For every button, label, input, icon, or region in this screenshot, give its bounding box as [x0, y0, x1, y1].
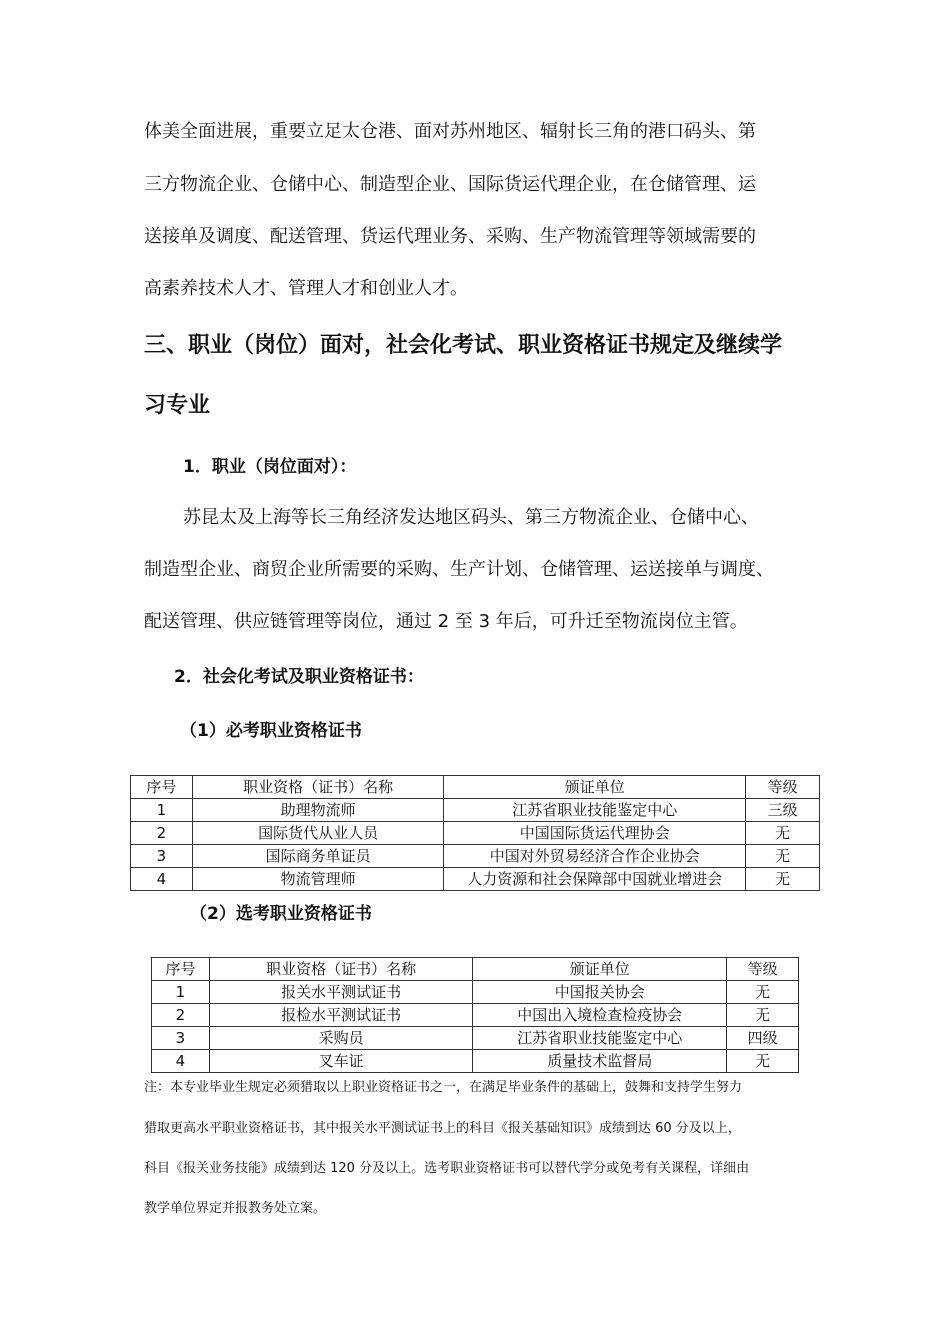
cell-cert-name: 国际货代从业人员 [192, 822, 444, 845]
cell-cert-name: 报关水平测试证书 [209, 981, 473, 1004]
cell-level: 无 [727, 1004, 799, 1027]
intro-line-2: 三方物流企业、仓储中心、制造型企业、国际货运代理企业，在仓储管理、运 [144, 174, 756, 195]
cell-level: 无 [727, 1050, 799, 1073]
cell-cert-name: 助理物流师 [192, 799, 444, 822]
cell-level: 无 [746, 868, 820, 891]
table-header-row [152, 958, 799, 981]
cell-cert-name: 采购员 [209, 1027, 473, 1050]
cell-level: 三级 [746, 799, 820, 822]
table-row [152, 1004, 799, 1027]
cell-cert-name: 叉车证 [209, 1050, 473, 1073]
table-header-row [131, 776, 820, 799]
cell-index: 2 [152, 1004, 210, 1027]
section-3-title-line-2: 习专业 [144, 393, 211, 418]
cell-index: 3 [152, 1027, 210, 1050]
section-3-title-line-1: 三、职业（岗位）面对，社会化考试、职业资格证书规定及继续学 [144, 333, 783, 358]
cell-level: 四级 [727, 1027, 799, 1050]
cell-issuer: 人力资源和社会保障部中国就业增进会 [444, 868, 746, 891]
cell-index: 2 [131, 822, 193, 845]
note-line-4: 教学单位界定并报教务处立案。 [144, 1201, 327, 1216]
cell-issuer: 中国报关协会 [473, 981, 727, 1004]
table-row [131, 799, 820, 822]
cell-cert-name: 国际商务单证员 [192, 845, 444, 868]
table-row [131, 845, 820, 868]
elective-cert-table [151, 957, 799, 1073]
cell-issuer: 江苏省职业技能鉴定中心 [444, 799, 746, 822]
col-header-index: 序号 [152, 958, 210, 981]
col-header-issuer: 颁证单位 [473, 958, 727, 981]
cell-index: 4 [152, 1050, 210, 1073]
cell-level: 无 [746, 822, 820, 845]
cell-index: 4 [131, 868, 193, 891]
job-line-1: 苏昆太及上海等长三角经济发达地区码头、第三方物流企业、仓储中心、 [183, 507, 759, 528]
intro-line-1: 体美全面进展，重要立足太仓港、面对苏州地区、辐射长三角的港口码头、第 [144, 121, 756, 142]
cell-issuer: 江苏省职业技能鉴定中心 [473, 1027, 727, 1050]
required-cert-table [130, 775, 820, 891]
elective-heading: （2）选考职业资格证书 [190, 904, 372, 924]
col-header-cert-name: 职业资格（证书）名称 [192, 776, 444, 799]
table-row [131, 822, 820, 845]
table-row [131, 868, 820, 891]
col-header-cert-name: 职业资格（证书）名称 [209, 958, 473, 981]
cell-cert-name: 报检水平测试证书 [209, 1004, 473, 1027]
job-heading: 1．职业（岗位面对）： [183, 457, 357, 477]
job-line-2: 制造型企业、商贸企业所需要的采购、生产计划、仓储管理、运送接单与调度、 [144, 559, 774, 580]
cell-index: 1 [131, 799, 193, 822]
table-row [152, 1027, 799, 1050]
cell-index: 1 [152, 981, 210, 1004]
intro-line-4: 高素养技术人才、管理人才和创业人才。 [144, 278, 468, 299]
table-row [152, 981, 799, 1004]
cell-issuer: 中国国际货运代理协会 [444, 822, 746, 845]
note-line-3: 科目《报关业务技能》成绩到达 120 分及以上。选考职业资格证书可以替代学分或免考有关课程，详细由 [144, 1161, 750, 1176]
cell-issuer: 中国出入境检查检疫协会 [473, 1004, 727, 1027]
note-line-1: 注：本专业毕业生规定必须猎取以上职业资格证书之一，在满足毕业条件的基础上，鼓舞和支持学生努力 [144, 1080, 743, 1095]
cell-level: 无 [746, 845, 820, 868]
intro-line-3: 送接单及调度、配送管理、货运代理业务、采购、生产物流管理等领域需要的 [144, 226, 756, 247]
col-header-issuer: 颁证单位 [444, 776, 746, 799]
cell-issuer: 中国对外贸易经济合作企业协会 [444, 845, 746, 868]
job-line-3: 配送管理、供应链管理等岗位，通过 2 至 3 年后，可升迁至物流岗位主管。 [144, 611, 748, 632]
cell-index: 3 [131, 845, 193, 868]
table-row [152, 1050, 799, 1073]
required-heading: （1）必考职业资格证书 [180, 721, 362, 741]
col-header-level: 等级 [746, 776, 820, 799]
cell-cert-name: 物流管理师 [192, 868, 444, 891]
note-line-2: 猎取更高水平职业资格证书，其中报关水平测试证书上的科目《报关基础知识》成绩到达 60 分及以上， [144, 1121, 741, 1136]
exam-heading: 2．社会化考试及职业资格证书： [174, 667, 424, 687]
col-header-level: 等级 [727, 958, 799, 981]
cell-issuer: 质量技术监督局 [473, 1050, 727, 1073]
cell-level: 无 [727, 981, 799, 1004]
col-header-index: 序号 [131, 776, 193, 799]
